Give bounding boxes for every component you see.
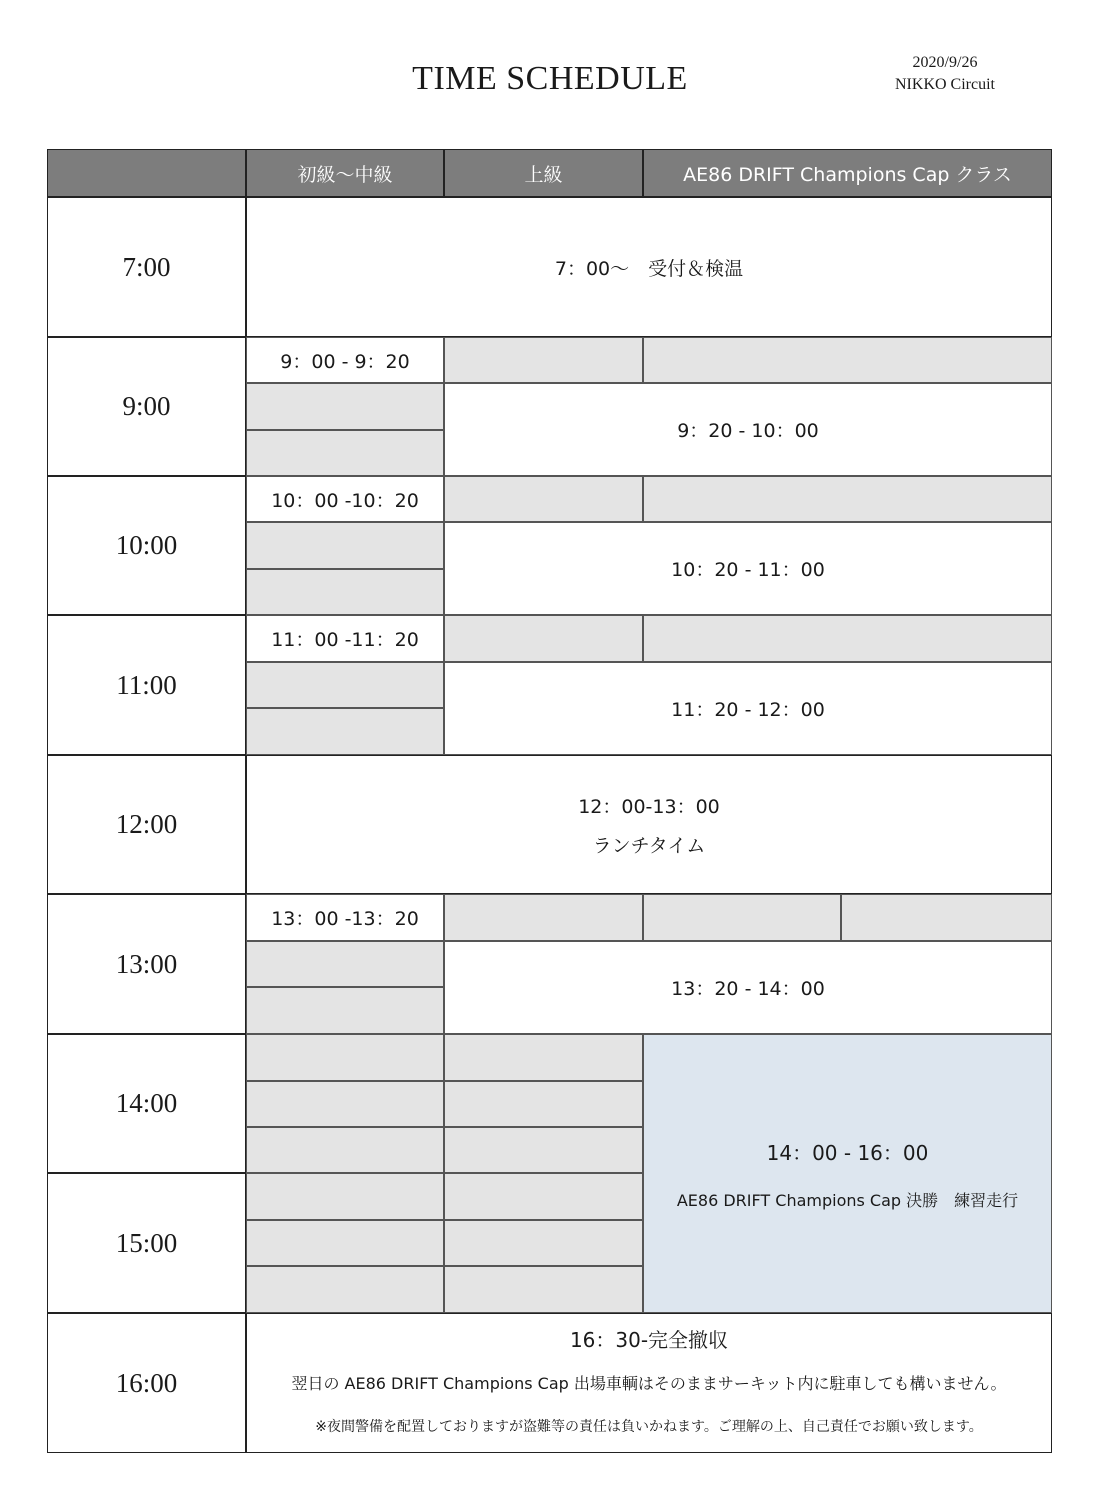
event-venue: NIKKO Circuit [895,76,995,93]
time-label: 7:00 [47,197,246,337]
empty-slot [246,662,444,708]
empty-slot [246,383,444,430]
lunch-label: ランチタイム [592,834,706,857]
empty-slot [643,476,1052,522]
time-label: 11:00 [47,615,246,755]
beginner-slot: 11：00 -11：20 [246,615,444,662]
time-label: 13:00 [47,894,246,1034]
time-label: 15:00 [47,1173,246,1313]
empty-slot [643,337,1052,383]
final-practice-label: AE86 DRIFT Champions Cap 決勝 練習走行 [676,1190,1019,1210]
empty-slot [246,1266,444,1313]
closing-time: 16：30-完全撤収 [569,1328,729,1352]
empty-slot [444,1081,643,1127]
final-practice-block [643,1034,1052,1313]
empty-slot [246,1220,444,1266]
empty-slot [444,1220,643,1266]
empty-slot [246,1081,444,1127]
empty-slot [246,430,444,476]
empty-slot [444,1127,643,1173]
lunch-time: 12：00-13：00 [578,795,720,818]
header-ae86-class: AE86 DRIFT Champions Cap クラス [643,149,1052,197]
event-date: 2020/9/26 [912,54,978,71]
empty-slot [444,615,643,662]
page-title: TIME SCHEDULE [412,60,688,97]
empty-slot [246,1034,444,1081]
beginner-slot: 10：00 -10：20 [246,476,444,522]
empty-slot [841,894,1052,941]
main-session-block: 11：20 - 12：00 [444,662,1052,755]
header-beginner: 初級～中級 [246,149,444,197]
closing-block [246,1313,1052,1453]
final-practice-time: 14：00 - 16：00 [766,1140,929,1165]
main-session-block: 10：20 - 11：00 [444,522,1052,615]
time-label: 10:00 [47,476,246,615]
empty-slot [444,1173,643,1220]
header-blank [47,149,246,197]
beginner-slot: 13：00 -13：20 [246,894,444,941]
empty-slot [246,987,444,1034]
reception-block: 7：00～ 受付＆検温 [246,197,1052,337]
empty-slot [444,337,643,383]
lunch-block [246,755,1052,894]
empty-slot [444,894,643,941]
main-session-block: 9：20 - 10：00 [444,383,1052,476]
main-session-block: 13：20 - 14：00 [444,941,1052,1034]
empty-slot [246,941,444,987]
parking-note: 翌日の AE86 DRIFT Champions Cap 出場車輌はそのままサーキット内に駐車しても構いません。 [291,1374,1007,1393]
time-label: 16:00 [47,1313,246,1453]
empty-slot [246,1173,444,1220]
empty-slot [444,1034,643,1081]
empty-slot [246,708,444,755]
time-label: 12:00 [47,755,246,894]
security-note: ※夜間警備を配置しておりますが盗難等の責任は負いかねます。ご理解の上、自己責任でお願い致します。 [315,1419,983,1435]
empty-slot [444,1266,643,1313]
empty-slot [444,476,643,522]
empty-slot [246,569,444,615]
header-advanced: 上級 [444,149,643,197]
time-label: 14:00 [47,1034,246,1173]
event-meta [870,52,1020,96]
empty-slot [246,522,444,569]
beginner-slot: 9：00 - 9：20 [246,337,444,383]
empty-slot [643,894,841,941]
empty-slot [246,1127,444,1173]
empty-slot [643,615,1052,662]
time-label: 9:00 [47,337,246,476]
